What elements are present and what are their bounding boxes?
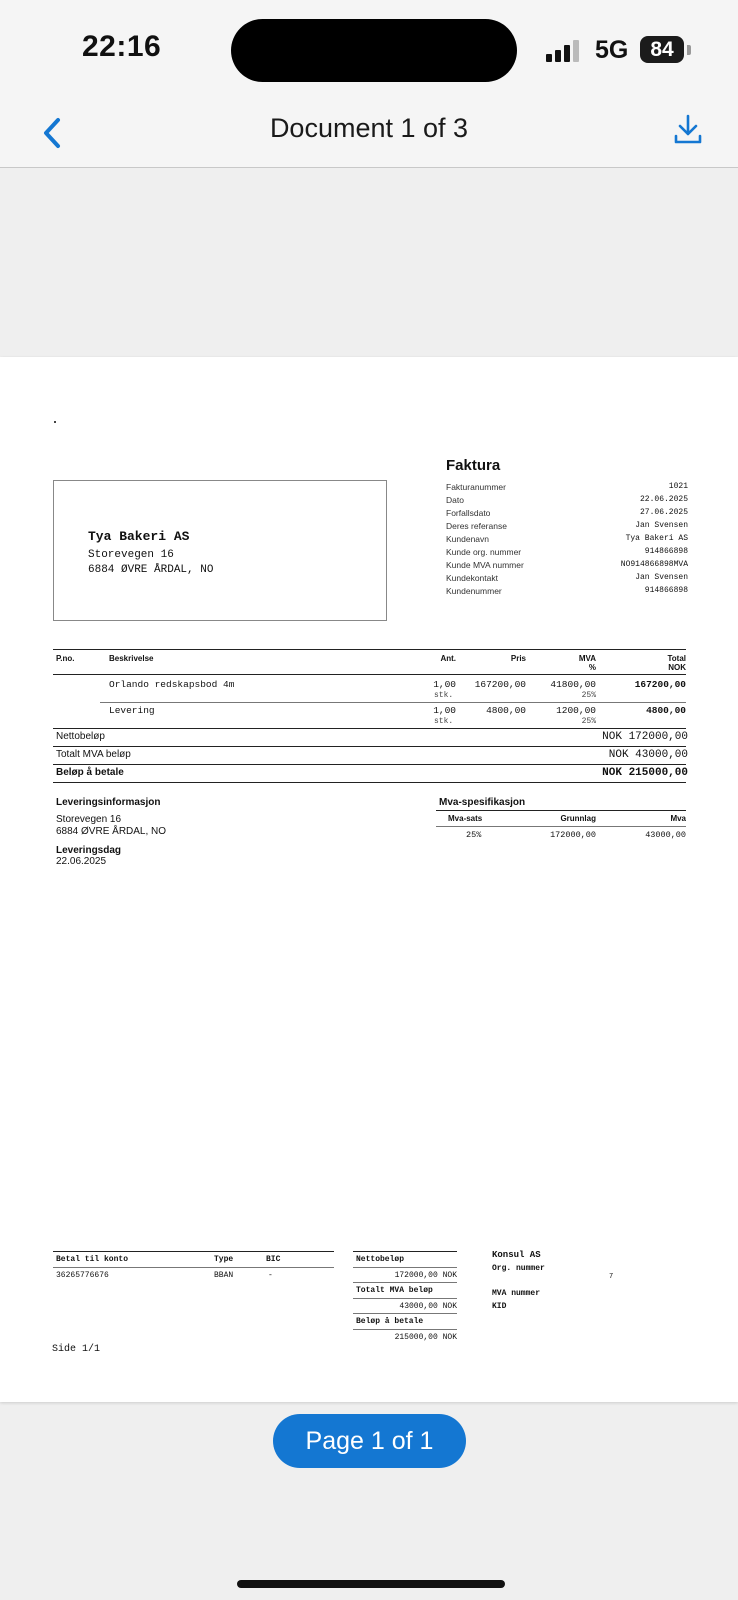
net-value: NOK 172000,00 xyxy=(602,731,688,743)
amount-due-label: Beløp å betale xyxy=(56,767,124,778)
line-vat-rate: 25% xyxy=(581,717,596,726)
vat-spec-header-rule xyxy=(436,826,686,827)
totals-rule xyxy=(53,746,686,747)
company-mark: 7 xyxy=(609,1273,614,1281)
vat-spec-rate-header: Mva-sats xyxy=(448,814,483,823)
vat-spec-base: 172000,00 xyxy=(550,830,596,840)
pay-top-rule xyxy=(53,1251,334,1252)
foot-vat-value: 43000,00 NOK xyxy=(399,1302,457,1311)
delivery-day: 22.06.2025 xyxy=(56,856,107,867)
signal-icon xyxy=(546,38,586,62)
page-label: Side 1/1 xyxy=(52,1344,101,1355)
dynamic-island xyxy=(231,19,517,82)
vat-spec-rate: 25% xyxy=(466,830,482,840)
table-top-rule xyxy=(53,649,686,650)
meta-date: Dato 22.06.2025 xyxy=(446,495,688,505)
customer-address-line2: 6884 ØVRE ÅRDAL, NO xyxy=(88,564,214,576)
delivery-address2: 6884 ØVRE ÅRDAL, NO xyxy=(56,826,167,837)
foot-totals-rule xyxy=(353,1251,457,1252)
line-desc: Levering xyxy=(109,705,155,716)
pay-account-header: Betal til konto xyxy=(56,1255,129,1264)
row-rule xyxy=(100,702,686,703)
col-desc: Beskrivelse xyxy=(109,654,154,663)
line-total: 167200,00 xyxy=(634,679,686,690)
company-mva-label: MVA nummer xyxy=(492,1289,541,1298)
foot-totals-rule xyxy=(353,1329,457,1330)
meta-customer-name: Kundenavn Tya Bakeri AS xyxy=(446,534,688,544)
company-kid-label: KID xyxy=(492,1302,507,1311)
meta-contact: Kundekontakt Jan Svensen xyxy=(446,573,688,583)
vat-spec-base-header: Grunnlag xyxy=(560,814,596,823)
meta-invoice-number: Fakturanummer 1021 xyxy=(446,482,688,492)
nav-title: Document 1 of 3 xyxy=(269,113,469,143)
scan-dot xyxy=(54,421,56,423)
page-indicator-button[interactable]: Page 1 of 1 xyxy=(273,1414,466,1468)
line-price: 167200,00 xyxy=(474,679,526,690)
battery-tip xyxy=(687,45,691,55)
net-label: Nettobeløp xyxy=(56,731,105,742)
customer-name: Tya Bakeri AS xyxy=(88,529,190,544)
vat-spec-vat-header: Mva xyxy=(670,814,686,823)
clock: 22:16 xyxy=(82,30,162,63)
document-page xyxy=(0,357,738,1402)
vat-spec-rule xyxy=(436,810,686,811)
network-label: 5G xyxy=(595,36,629,64)
col-total: Total xyxy=(667,654,686,663)
line-desc: Orlando redskapsbod 4m xyxy=(109,679,235,690)
pay-bic-header: BIC xyxy=(266,1255,281,1264)
line-unit: stk. xyxy=(434,717,454,726)
line-vat: 41800,00 xyxy=(550,679,596,690)
vat-value: NOK 43000,00 xyxy=(608,749,688,761)
totals-bottom-rule xyxy=(53,782,686,783)
foot-totals-rule xyxy=(353,1282,457,1283)
line-vat-rate: 25% xyxy=(581,691,596,700)
line-qty: 1,00 xyxy=(433,679,456,690)
customer-address-line1: Storevegen 16 xyxy=(88,549,174,561)
line-price: 4800,00 xyxy=(486,705,526,716)
foot-totals-rule xyxy=(353,1267,457,1268)
col-price: Pris xyxy=(510,654,526,663)
table-header-rule xyxy=(53,674,686,675)
items-bottom-rule xyxy=(53,728,686,729)
amount-due-value: NOK 215000,00 xyxy=(602,767,688,779)
status-bar xyxy=(0,0,738,100)
customer-address-box xyxy=(53,480,387,621)
col-qty: Ant. xyxy=(440,654,456,663)
foot-net-value: 172000,00 NOK xyxy=(394,1271,457,1280)
pay-header-rule xyxy=(53,1267,334,1268)
pay-type: BBAN xyxy=(214,1271,234,1280)
company-org-label: Org. nummer xyxy=(492,1264,545,1273)
navigation-bar xyxy=(0,100,738,168)
vat-spec-title: Mva-spesifikasjon xyxy=(439,797,526,808)
battery-icon: 84 xyxy=(640,36,684,63)
delivery-day-title: Leveringsdag xyxy=(56,845,122,856)
foot-amount-due-label: Beløp å betale xyxy=(356,1317,424,1326)
meta-org-number: Kunde org. nummer 914866898 xyxy=(446,547,688,557)
invoice-title: Faktura xyxy=(446,457,501,474)
foot-totals-rule xyxy=(353,1298,457,1299)
delivery-title: Leveringsinformasjon xyxy=(56,797,161,808)
pay-type-header: Type xyxy=(214,1255,234,1264)
foot-net-label: Nettobeløp xyxy=(356,1255,405,1264)
home-indicator[interactable] xyxy=(237,1580,505,1588)
totals-rule xyxy=(53,764,686,765)
pay-bic: - xyxy=(268,1271,273,1280)
company-name: Konsul AS xyxy=(492,1250,541,1260)
meta-customer-number: Kundenummer 914866898 xyxy=(446,586,688,596)
pay-account: 36265776676 xyxy=(56,1271,109,1280)
meta-reference: Deres referanse Jan Svensen xyxy=(446,521,688,531)
download-icon[interactable] xyxy=(668,110,708,150)
col-total-unit: NOK xyxy=(668,663,686,672)
foot-totals-rule xyxy=(353,1313,457,1314)
vat-spec-vat: 43000,00 xyxy=(645,830,686,840)
foot-vat-label: Totalt MVA beløp xyxy=(356,1286,433,1295)
col-vat-pct: % xyxy=(588,663,596,672)
meta-due-date: Forfallsdato 27.06.2025 xyxy=(446,508,688,518)
line-unit: stk. xyxy=(434,691,454,700)
line-vat: 1200,00 xyxy=(556,705,596,716)
delivery-address1: Storevegen 16 xyxy=(56,814,122,825)
foot-amount-due-value: 215000,00 NOK xyxy=(394,1333,457,1342)
meta-vat-number: Kunde MVA nummer NO914866898MVA xyxy=(446,560,688,570)
vat-label: Totalt MVA beløp xyxy=(56,749,131,760)
col-vat: MVA xyxy=(578,654,596,663)
col-pno: P.no. xyxy=(56,654,75,663)
line-qty: 1,00 xyxy=(433,705,456,716)
line-total: 4800,00 xyxy=(646,705,686,716)
